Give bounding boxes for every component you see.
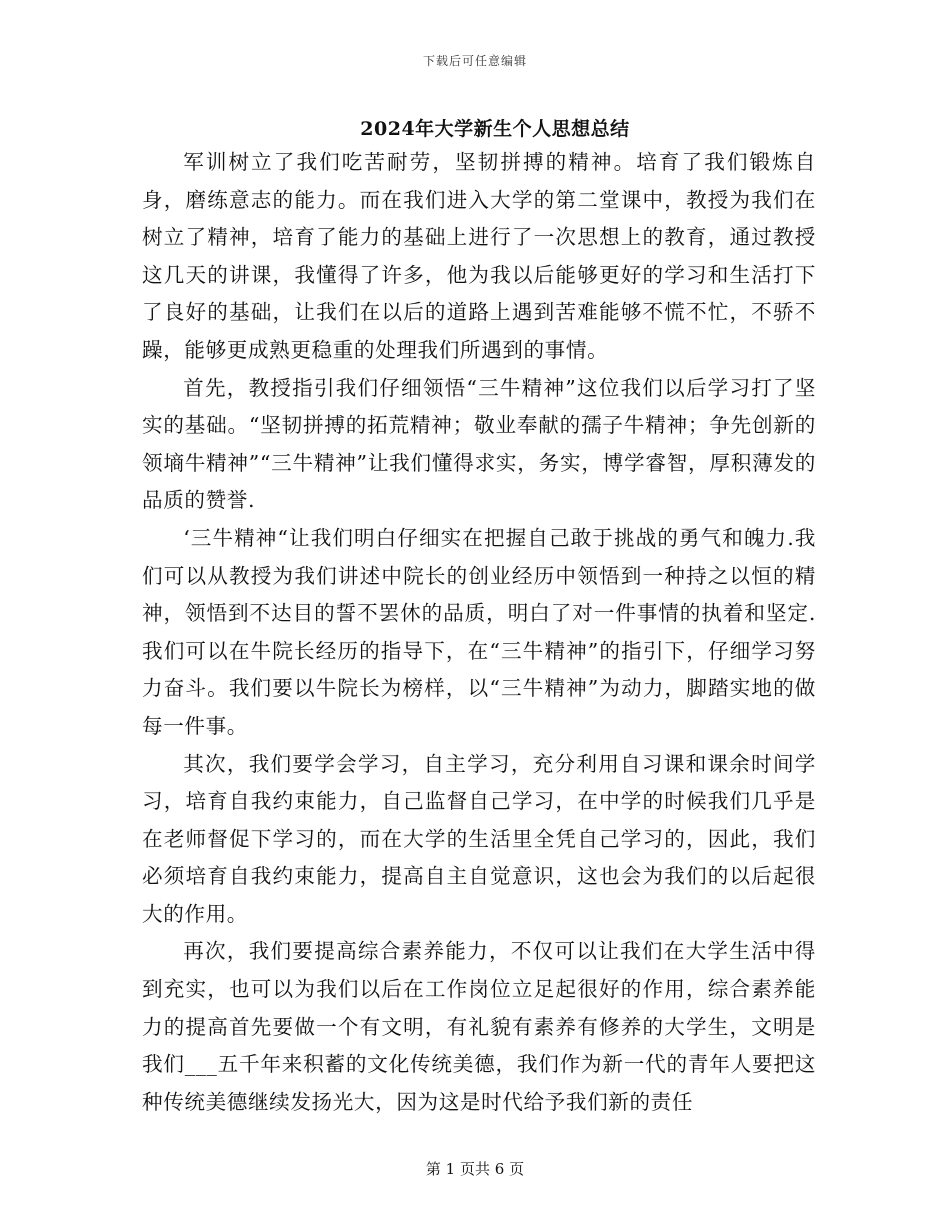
paragraph-4: 其次，我们要学会学习，自主学习，充分利用自习课和课余时间学习，培育自我约束能力，自己监督自己学习，在中学的时候我们几乎是在老师督促下学习的，而在大学的生活里全凭自己学习的，因此，我们必须培育自我约束能力，提高自主自觉意识，这也会为我们的以后起很大的作用。 [142,751,816,926]
page-footer: 第 1 页共 6 页 [425,1160,525,1178]
document-title: 2024年大学新生个人思想总结 [360,118,630,140]
paragraph-3: ‘三牛精神“让我们明白仔细实在把握自己敢于挑战的勇气和魄力.我们可以从教授为我们讲述中院长的创业经历中领悟到一种持之以恒的精神，领悟到不达目的誓不罢休的品质，明白了对一件事情的执着和坚定.我们可以在牛院长经历的指导下，在“三牛精神”的指引下，仔细学习努力奋斗。我们要以牛院长为榜样，以“三牛精神”为动力，脚踏实地的做每一件事。 [142,525,816,738]
paragraph-1: 军训树立了我们吃苦耐劳，坚韧拼搏的精神。培育了我们锻炼自身，磨练意志的能力。而在我们进入大学的第二堂课中，教授为我们在树立了精神，培育了能力的基础上进行了一次思想上的教育，通过教授这几天的讲课，我懂得了许多，他为我以后能够更好的学习和生活打下了良好的基础，让我们在以后的道路上遇到苦难能够不慌不忙，不骄不躁，能够更成熟更稳重的处理我们所遇到的事情。 [142,150,816,362]
paragraph-2: 首先，教授指引我们仔细领悟“三牛精神”这位我们以后学习打了坚实的基础。“坚韧拼搏的拓荒精神；敬业奉献的孺子牛精神；争先创新的领墒牛精神”“三牛精神”让我们懂得求实，务实，博学睿智，厚积薄发的品质的赞誉. [142,375,816,513]
paragraph-5: 再次，我们要提高综合素养能力，不仅可以让我们在大学生活中得到充实，也可以为我们以后在工作岗位立足起很好的作用，综合素养能力的提高首先要做一个有文明，有礼貌有素养有修养的大学生，文明是我们___五千年来积蓄的文化传统美德，我们作为新一代的青年人要把这种传统美德继续发扬光大，因为这是时代给予我们新的责任 [142,939,816,1114]
document-body [142,144,816,1121]
header-note: 下载后可任意编辑 [422,54,527,68]
